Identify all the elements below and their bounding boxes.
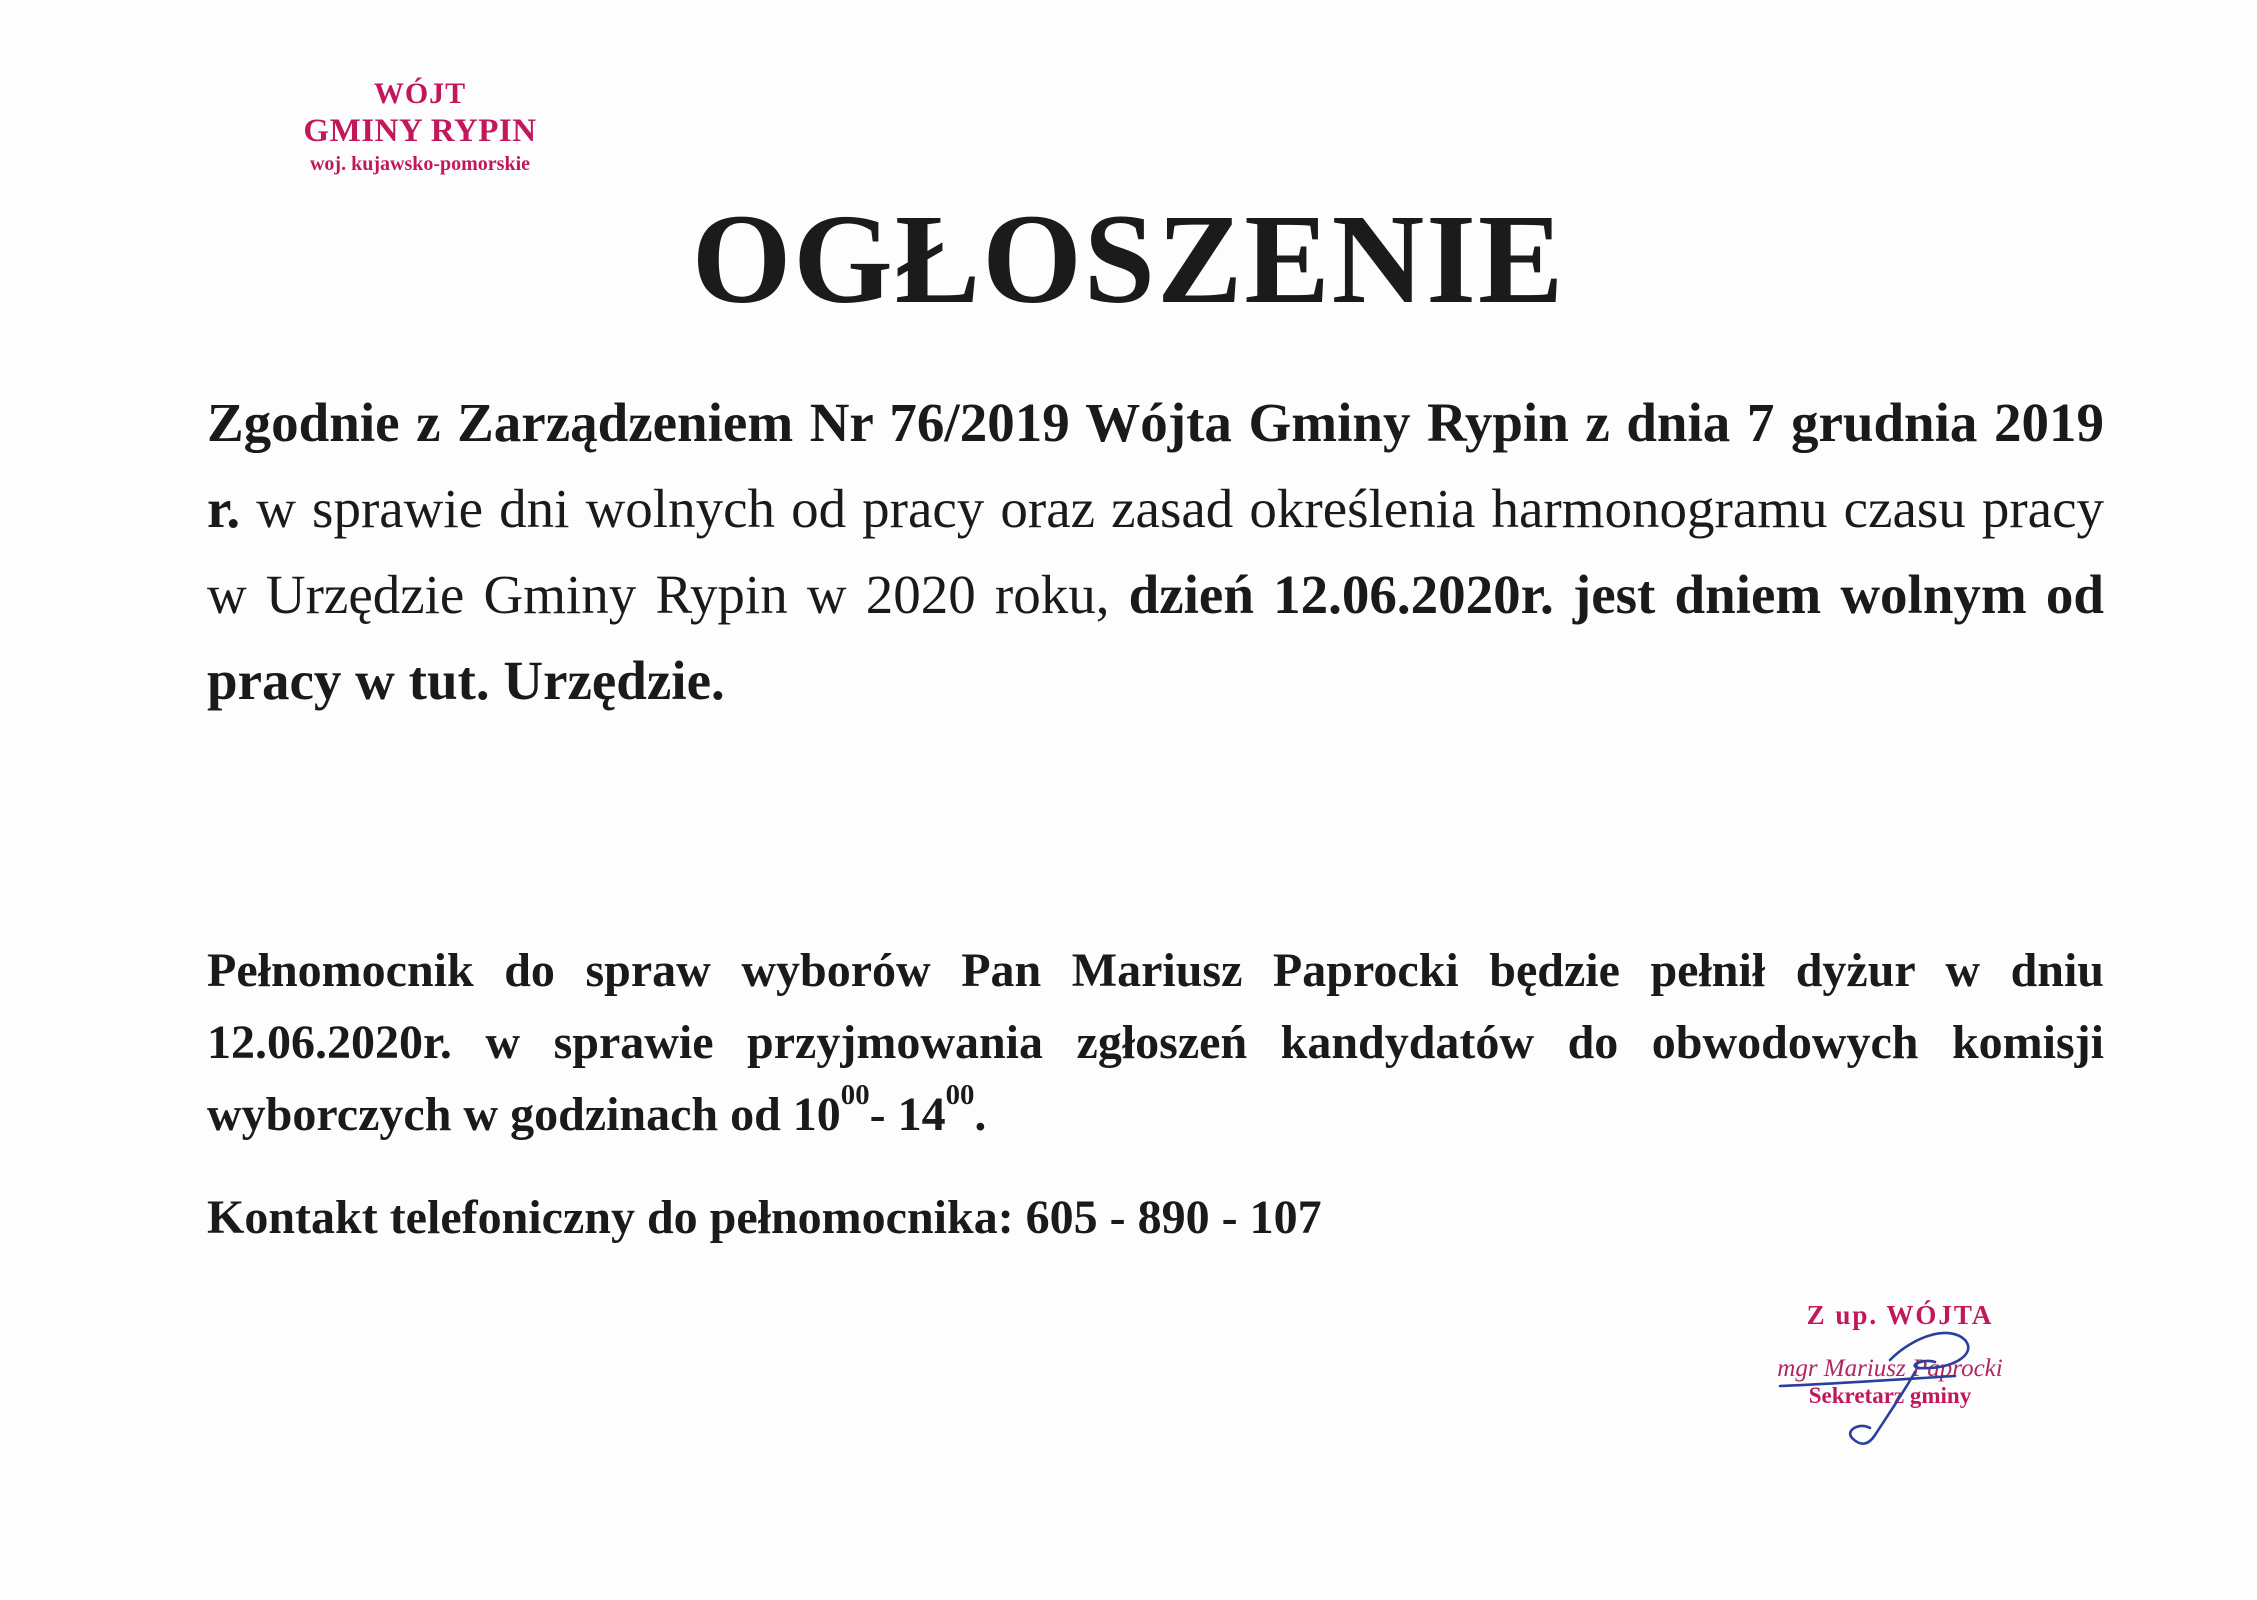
signature-stamp-role: Sekretarz gminy <box>1808 1383 1972 1408</box>
announcement-body: w sprawie dni wolnych od pracy oraz zasad określenia harmonogramu czasu pracy w Urzędzie Gminy Rypin w 2020 roku, <box>207 478 2104 625</box>
header-stamp <box>240 78 600 175</box>
duty-text: Pełnomocnik do spraw wyborów Pan Mariusz Paprocki będzie pełnił dyżur w dniu 12.06.2020r. w sprawie przyjmowania zgłoszeń kandydatów do obwodowych komisji wyborczych w godzinach od 10 <box>207 944 2104 1141</box>
duty-time-start-sup: 00 <box>840 1079 870 1112</box>
page-title: OGŁOSZENIE <box>691 188 1566 330</box>
handwritten-signature <box>1740 1300 2040 1450</box>
duty-end: . <box>974 1088 987 1141</box>
announcement-intro: Zgodnie z Zarządzeniem Nr 76/2019 Wójta Gminy Rypin z dnia 7 grudnia 2019 r. <box>207 392 2104 539</box>
signature-stamp-name: mgr Mariusz Paprocki <box>1777 1355 2003 1382</box>
duty-time-dash: - 14 <box>869 1088 946 1141</box>
stamp-line-woj: woj. kujawsko-pomorskie <box>309 153 531 176</box>
contact-line: Kontakt telefoniczny do pełnomocnika: 605 - 890 - 107 <box>207 1191 1322 1244</box>
duty-time-end-sup: 00 <box>945 1079 975 1112</box>
announcement-paragraph <box>207 380 2104 724</box>
announcement-outro: dzień 12.06.2020r. jest dniem wolnym od pracy w tut. Urzędzie. <box>207 564 2104 711</box>
stamp-line-gmina: GMINY RYPIN <box>303 112 537 149</box>
duty-paragraph <box>207 935 2104 1151</box>
stamp-line-wojt: WÓJT <box>373 77 467 110</box>
signature-stamp-line1: Z up. WÓJTA <box>1806 1300 1994 1330</box>
